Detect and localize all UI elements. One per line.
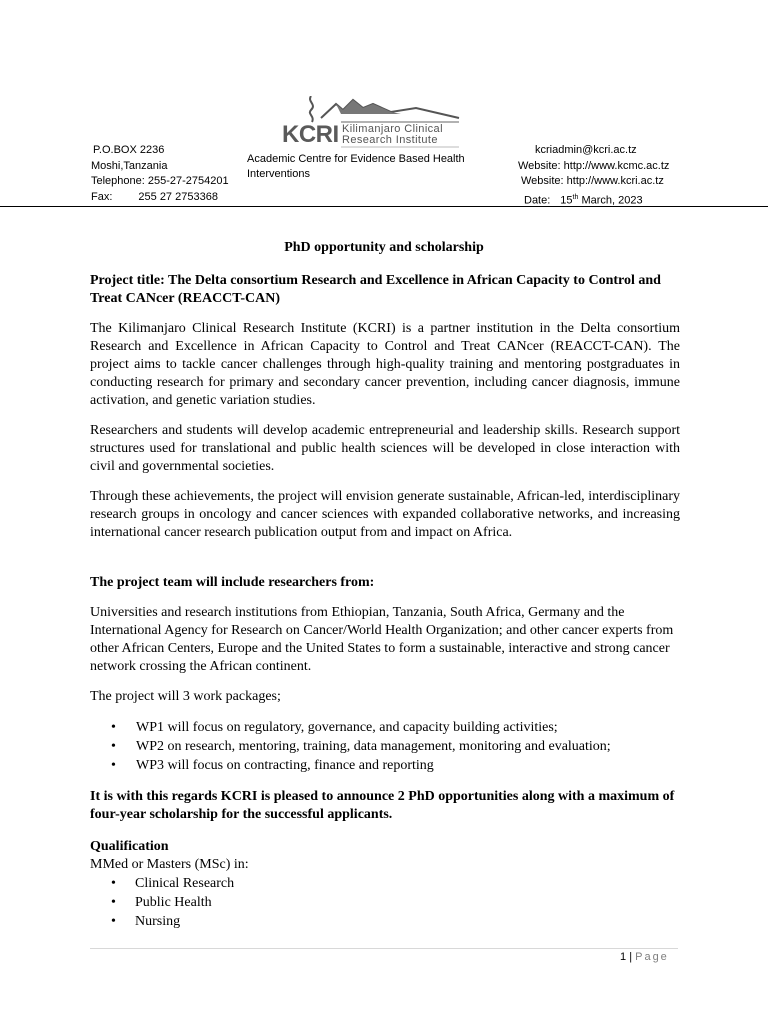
- list-item: • Public Health: [90, 893, 680, 912]
- list-item: • WP2 on research, mentoring, training, data management, monitoring and evaluation;: [90, 737, 680, 756]
- list-item: • Nursing: [90, 912, 680, 931]
- wp-intro: The project will 3 work packages;: [90, 689, 281, 704]
- date-rest: March, 2023: [578, 194, 643, 207]
- telephone: Telephone: 255-27-2754201: [91, 175, 229, 187]
- page-separator: |: [629, 951, 633, 963]
- logo-line1: Kilimanjaro Clinical: [342, 123, 443, 135]
- page-number: [620, 951, 669, 963]
- intro-paragraph: The Kilimanjaro Clinical Research Institute (KCRI) is a partner institution in the Delta consortium Research and Excellence in African Capacity to Control and Treat CANcer (REACCT-CAN). The project aims to tackle cancer challenges through high-quality training and mentoring postgraduates in conducting research for primary and secondary cancer prevention, including cancer diagnosis, immune activation, and genetic variation studies.: [90, 321, 680, 408]
- achievements-paragraph: Through these achievements, the project will envision generate sustainable, African-led, interdisciplinary research groups in oncology and cancer sciences with expanded collaborative networks, and increasing international cancer research publication output from and impact on Africa.: [90, 489, 680, 540]
- fax-value: 255 27 2753368: [138, 190, 218, 203]
- date-day: 15: [560, 194, 573, 207]
- date-label: Date:: [524, 194, 551, 207]
- page-title: PhD opportunity and scholarship: [284, 240, 484, 255]
- announcement: It is with this regards KCRI is pleased to announce 2 PhD opportunities along with a maximum of four-year scholarship for the successful applicants.: [90, 789, 675, 822]
- website-kcri-link[interactable]: Website: http://www.kcri.ac.tz: [521, 175, 664, 187]
- skills-paragraph: Researchers and students will develop academic entrepreneurial and leadership skills. Research support structures used for translational and public health sciences will be developed in close interaction with civil and governmental societies.: [90, 423, 680, 474]
- logo-line2: Research Institute: [342, 134, 438, 146]
- email-link[interactable]: kcriadmin@kcri.ac.tz: [535, 144, 637, 156]
- logo-abbr: KCRI: [282, 121, 339, 148]
- qualification-intro: MMed or Masters (MSc) in:: [90, 857, 249, 872]
- website-kcmc-link[interactable]: Website: http://www.kcmc.ac.tz: [518, 159, 670, 172]
- centre-name: Academic Centre for Evidence Based Health Interventions: [247, 153, 465, 180]
- qualification-heading: Qualification: [90, 839, 169, 854]
- team-paragraph: Universities and research institutions from Ethiopian, Tanzania, South Africa, Germany and the International Agency for Research on Cancer/World Health Organization; and other cancer experts from other African Centers, Europe and the United States to form a sustainable, interactive and strong cancer network crossing the African continent.: [90, 605, 674, 674]
- fax-line: [91, 190, 229, 206]
- page-label: Page: [635, 951, 669, 963]
- pobox: P.O.BOX 2236: [93, 144, 165, 156]
- page-number-value: 1: [620, 951, 627, 963]
- team-heading: The project team will include researchers from:: [90, 575, 375, 590]
- address-block: [91, 143, 229, 205]
- contact-block: [518, 143, 669, 209]
- fax-label: Fax:: [91, 190, 113, 203]
- date-suffix: th: [572, 193, 579, 201]
- list-item: • WP3 will focus on contracting, finance and reporting: [90, 756, 680, 775]
- list-item: • Clinical Research: [90, 874, 680, 893]
- footer-divider: [90, 948, 678, 949]
- list-item: • WP1 will focus on regulatory, governance, and capacity building activities;: [90, 718, 680, 737]
- work-package-list: [90, 718, 680, 775]
- header-divider: [0, 206, 768, 207]
- project-title: Project title: The Delta consortium Research and Excellence in African Capacity to Control and Treat CANcer (REACCT-CAN): [90, 273, 661, 306]
- city: Moshi,Tanzania: [91, 159, 168, 172]
- qualification-list: [90, 874, 680, 931]
- logo-name: [342, 124, 443, 146]
